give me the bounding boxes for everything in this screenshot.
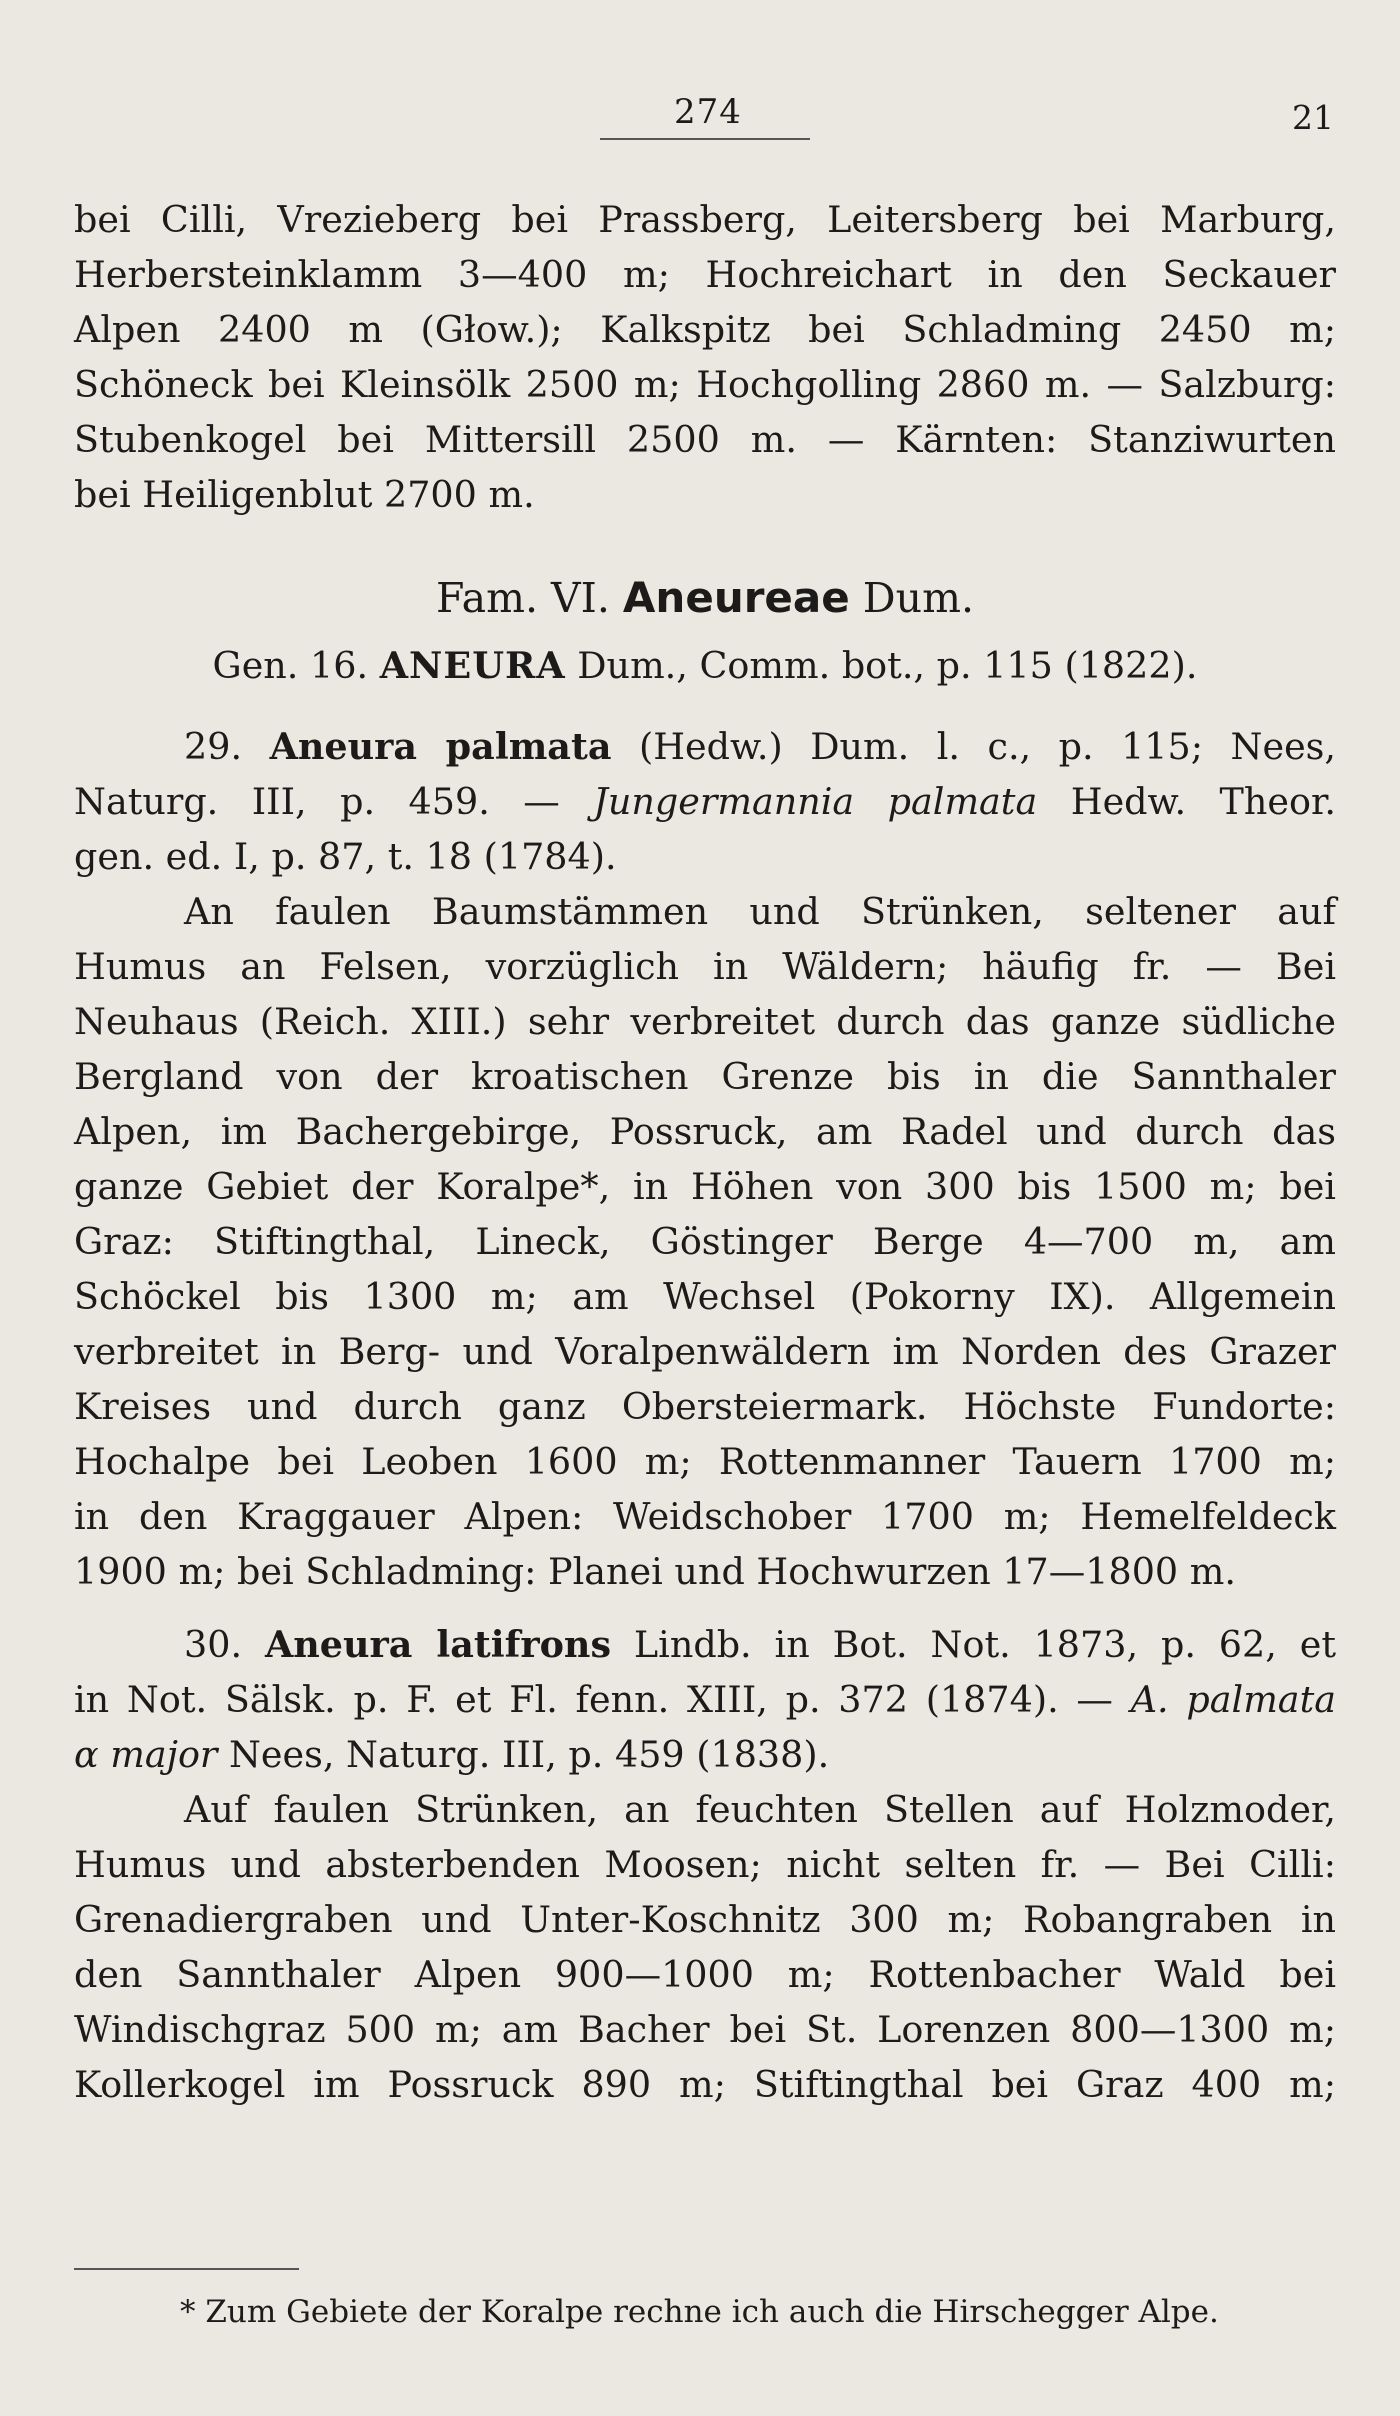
page-number: 274 xyxy=(674,92,742,132)
text-line: Grenadiergraben und Unter-Koschnitz 300 m; Robangraben in xyxy=(74,1898,1336,1941)
header-rule xyxy=(600,138,810,140)
text-line: Humus an Felsen, vorzüglich in Wäldern; häufig fr. — Bei xyxy=(74,945,1336,988)
species-name: Aneura palmata xyxy=(269,725,612,768)
citation-part: Hedw. Theor. xyxy=(1070,780,1336,823)
text-line: Schöckel bis 1300 m; am Wechsel (Pokorny IX). Allgemein xyxy=(74,1275,1336,1318)
species-citation-line: gen. ed. I, p. 87, t. 18 (1784). xyxy=(74,835,617,878)
species-heading xyxy=(74,1617,1336,1672)
family-prefix: Fam. VI. xyxy=(435,574,610,622)
family-author: Dum. xyxy=(862,574,974,622)
footnote: * Zum Gebiete der Koralpe rechne ich auch die Hirschegger Alpe. xyxy=(180,2294,1219,2330)
text-line: Hochalpe bei Leoben 1600 m; Rottenmanner Tauern 1700 m; xyxy=(74,1440,1336,1483)
text-line: Alpen, im Bachergebirge, Possruck, am Radel und durch das xyxy=(74,1110,1336,1153)
genus-prefix: Gen. 16. xyxy=(212,644,369,687)
species-citation-line xyxy=(74,1672,1336,1727)
text-line: 1900 m; bei Schladming: Planei und Hochwurzen 17—1800 m. xyxy=(74,1550,1236,1593)
synonym-name: Jungermannia palmata xyxy=(593,780,1038,823)
body-text xyxy=(74,192,1336,2112)
text-line: Graz: Stiftingthal, Lineck, Göstinger Berge 4—700 m, am xyxy=(74,1220,1336,1263)
text-line: Humus und absterbenden Moosen; nicht selten fr. — Bei Cilli: xyxy=(74,1843,1336,1886)
citation-part: in Not. Sälsk. p. F. et Fl. fenn. XIII, p. 372 (1874). — xyxy=(74,1678,1113,1721)
text-line: Schöneck bei Kleinsölk 2500 m; Hochgolling 2860 m. — Salzburg: xyxy=(74,363,1336,406)
species-name: Aneura latifrons xyxy=(264,1623,612,1666)
text-line: Neuhaus (Reich. XIII.) sehr verbreitet durch das ganze südliche xyxy=(74,1000,1336,1043)
family-heading xyxy=(74,568,1336,628)
species-citation-line xyxy=(74,1727,1336,1782)
species-citation-line xyxy=(74,774,1336,829)
text-line: bei Heiligenblut 2700 m. xyxy=(74,473,535,516)
genus-line xyxy=(74,638,1336,693)
text-line: Stubenkogel bei Mittersill 2500 m. — Kärnten: Stanziwurten xyxy=(74,418,1336,461)
text-line: Auf faulen Strünken, an feuchten Stellen auf Holzmoder, xyxy=(184,1788,1336,1831)
citation-part: Nees, Naturg. III, p. 459 (1838). xyxy=(228,1733,830,1776)
text-line: Windischgraz 500 m; am Bacher bei St. Lorenzen 800—1300 m; xyxy=(74,2008,1336,2051)
variety-name: α major xyxy=(74,1733,218,1776)
text-line: ganze Gebiet der Koralpe*, in Höhen von 300 bis 1500 m; bei xyxy=(74,1165,1336,1208)
text-line: Bergland von der kroatischen Grenze bis in die Sannthaler xyxy=(74,1055,1336,1098)
species-citation: Lindb. in Bot. Not. 1873, p. 62, et xyxy=(633,1623,1336,1666)
citation-part: Naturg. III, p. 459. — xyxy=(74,780,560,823)
text-line: bei Cilli, Vrezieberg bei Prassberg, Leitersberg bei Marburg, xyxy=(74,198,1336,241)
text-line: Kollerkogel im Possruck 890 m; Stiftingthal bei Graz 400 m; xyxy=(74,2063,1336,2106)
text-line: Alpen 2400 m (Głow.); Kalkspitz bei Schladming 2450 m; xyxy=(74,308,1336,351)
species-heading xyxy=(74,719,1336,774)
genus-name: ANEURA xyxy=(379,644,566,687)
sheet-number: 21 xyxy=(1292,98,1334,137)
text-line: in den Kraggauer Alpen: Weidschober 1700 m; Hemelfeldeck xyxy=(74,1495,1336,1538)
family-taxon: Aneureae xyxy=(622,573,850,622)
text-line: An faulen Baumstämmen und Strünken, seltener auf xyxy=(184,890,1336,933)
text-line: Herbersteinklamm 3—400 m; Hochreichart in den Seckauer xyxy=(74,253,1336,296)
text-line: den Sannthaler Alpen 900—1000 m; Rottenbacher Wald bei xyxy=(74,1953,1336,1996)
species-number: 29. xyxy=(184,725,243,768)
species-number: 30. xyxy=(184,1623,243,1666)
text-line: Kreises und durch ganz Obersteiermark. Höchste Fundorte: xyxy=(74,1385,1336,1428)
synonym-name: A. palmata xyxy=(1130,1678,1336,1721)
genus-citation: Dum., Comm. bot., p. 115 (1822). xyxy=(577,644,1198,687)
species-citation: (Hedw.) Dum. l. c., p. 115; Nees, xyxy=(638,725,1337,768)
footnote-rule xyxy=(74,2268,299,2270)
text-line: verbreitet in Berg- und Voralpenwäldern im Norden des Grazer xyxy=(74,1330,1336,1373)
